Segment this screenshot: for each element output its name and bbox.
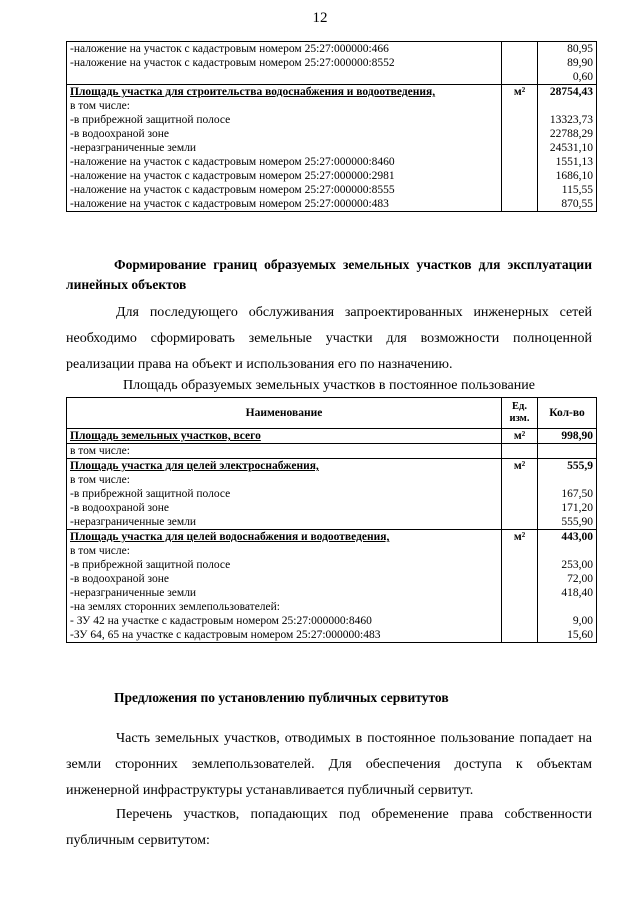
list-item: -неразграниченные земли — [70, 516, 197, 528]
list-item: -в водоохраной зоне — [70, 502, 169, 514]
value: 115,55 — [561, 184, 593, 196]
list-item: -в водоохраной зоне — [70, 128, 169, 140]
unit-cell: м² — [502, 429, 538, 444]
list-item: в том числе: — [70, 545, 130, 557]
list-item: -ЗУ 64, 65 на участке с кадастровым номером 25:27:000000:483 — [70, 629, 381, 641]
list-item: -наложение на участок с кадастровым номером 25:27:000000:2981 — [70, 170, 395, 182]
in-total-label: в том числе: — [67, 444, 502, 459]
list-item: -неразграниченные земли — [70, 587, 197, 599]
table-row — [67, 459, 597, 530]
value: 1551,13 — [555, 156, 593, 168]
group-heading: Площадь участка для целей электроснабжения, — [70, 460, 319, 472]
value: 418,40 — [561, 587, 593, 599]
value: 80,95 — [567, 43, 593, 55]
group-heading: Площадь участка для целей водоснабжения и водоотведения, — [70, 531, 390, 543]
list-item: в том числе: — [70, 100, 130, 112]
name-cell — [67, 85, 502, 212]
value: 1686,10 — [555, 170, 593, 182]
value: 13323,73 — [549, 114, 593, 126]
unit-cell: м² — [502, 459, 538, 530]
unit-cell: м² — [502, 530, 538, 643]
column-header-name: Наименование — [67, 398, 502, 429]
name-cell — [67, 459, 502, 530]
value — [541, 544, 593, 558]
table-row — [67, 444, 597, 459]
table-row — [67, 530, 597, 643]
value: 22788,29 — [549, 128, 593, 140]
list-item: -наложение на участок с кадастровым номером 25:27:000000:466 — [70, 43, 389, 55]
value-cell — [538, 530, 597, 643]
permanent-use-area-table — [66, 397, 597, 643]
value: 89,90 — [567, 57, 593, 69]
value — [541, 99, 593, 113]
total-value: 998,90 — [538, 429, 597, 444]
value: 443,00 — [561, 531, 593, 543]
list-item: -в прибрежной защитной полосе — [70, 488, 231, 500]
value: 870,55 — [561, 198, 593, 210]
list-item: в том числе: — [70, 474, 130, 486]
unit-cell — [502, 42, 538, 85]
list-item: -наложение на участок с кадастровым номером 25:27:000000:8460 — [70, 156, 395, 168]
value: 72,00 — [567, 573, 593, 585]
value: 28754,43 — [549, 86, 593, 98]
group-heading: Площадь участка для строительства водоснабжения и водоотведения, — [70, 86, 436, 98]
value — [541, 473, 593, 487]
value: 555,9 — [567, 460, 593, 472]
table-row — [67, 85, 597, 212]
value-cell — [538, 444, 597, 459]
list-item: -на землях сторонних землепользователей: — [70, 601, 280, 613]
paragraph: Для последующего обслуживания запроектированных инженерных сетей необходимо сформировать земельные участки для возможности полноценной реализации права на объект и использования его по назначению. — [66, 305, 592, 372]
value: 0,60 — [572, 71, 593, 83]
total-label: Площадь земельных участков, всего — [67, 429, 502, 444]
value: 15,60 — [567, 629, 593, 641]
paragraph: Часть земельных участков, отводимых в постоянное пользование попадает на земли сторонних землепользователей. Для обеспечения доступа к объектам инженерной инфраструктуры устанавливается публичный сервитут. — [66, 731, 592, 798]
unit-cell — [502, 444, 538, 459]
section-heading: Предложения по установлению публичных сервитутов — [114, 690, 449, 705]
list-item: -наложение на участок с кадастровым номером 25:27:000000:8555 — [70, 184, 395, 196]
value: 24531,10 — [549, 142, 593, 154]
column-header-qty: Кол-во — [538, 398, 597, 429]
value: 171,20 — [561, 502, 593, 514]
name-cell — [67, 42, 502, 85]
paragraph: Перечень участков, попадающих под обременение права собственности публичным сервитутом: — [66, 807, 592, 848]
value-cell — [538, 85, 597, 212]
name-cell — [67, 530, 502, 643]
list-item: -наложение на участок с кадастровым номером 25:27:000000:8552 — [70, 57, 395, 69]
table-row — [67, 429, 597, 444]
value: 9,00 — [572, 615, 593, 627]
value: 167,50 — [561, 488, 593, 500]
list-item: -в водоохраной зоне — [70, 573, 169, 585]
value-cell — [538, 459, 597, 530]
column-header-unit: Ед. изм. — [502, 398, 538, 429]
value: 253,00 — [561, 559, 593, 571]
table-header-row — [67, 398, 597, 429]
value — [541, 600, 593, 614]
table-row — [67, 42, 597, 85]
list-item: -неразграниченные земли — [70, 142, 197, 154]
list-item: -наложение на участок с кадастровым номером 25:27:000000:483 — [70, 198, 389, 210]
table-caption: Площадь образуемых земельных участков в постоянное пользование — [123, 378, 535, 393]
unit-cell: м² — [502, 85, 538, 212]
area-table-continuation — [66, 41, 597, 212]
list-item: -в прибрежной защитной полосе — [70, 114, 231, 126]
page-number: 12 — [312, 10, 328, 26]
value-cell — [538, 42, 597, 85]
value: 555,90 — [561, 516, 593, 528]
list-item: -в прибрежной защитной полосе — [70, 559, 231, 571]
list-item: - ЗУ 42 на участке с кадастровым номером 25:27:000000:8460 — [70, 615, 372, 627]
section-heading: Формирование границ образуемых земельных участков для эксплуатации линейных объектов — [66, 257, 592, 292]
